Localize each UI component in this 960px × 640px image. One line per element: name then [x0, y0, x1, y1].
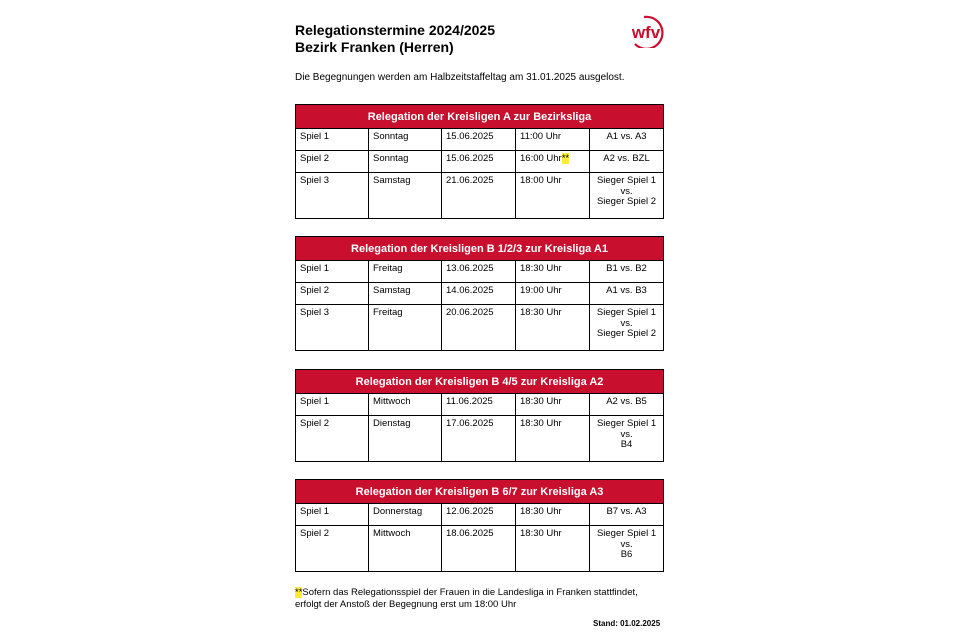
kickoff-time: 18:30 Uhr	[520, 263, 562, 274]
footnote	[295, 587, 638, 610]
kickoff-time: 18:30 Uhr	[520, 506, 562, 517]
game-number-cell: Spiel 2	[296, 416, 369, 462]
matchup-cell	[590, 151, 664, 173]
kickoff-time: 18:30 Uhr	[520, 307, 562, 318]
game-number-cell: Spiel 1	[296, 129, 369, 151]
title-line-2: Bezirk Franken (Herren)	[295, 39, 454, 55]
kickoff-time-cell	[516, 283, 590, 305]
matchup-line: Sieger Spiel 2	[596, 328, 657, 339]
stand-date: Stand: 01.02.2025	[593, 619, 661, 628]
schedule-table	[295, 479, 664, 572]
relegation-section	[295, 236, 663, 351]
matchup-cell	[590, 129, 664, 151]
footnote-line-1: Sofern das Relegationsspiel der Frauen in die Landesliga in Franken stattfindet,	[302, 587, 638, 598]
section-title: Relegation der Kreisligen B 6/7 zur Kreisliga A3	[296, 480, 664, 504]
footnote-marker: **	[561, 153, 570, 164]
matchup-cell	[590, 305, 664, 351]
matchup-cell	[590, 173, 664, 219]
kickoff-time: 19:00 Uhr	[520, 285, 562, 296]
matchup-cell	[590, 394, 664, 416]
footnote-mark: **	[295, 587, 303, 598]
matchup-line: B7 vs. A3	[606, 506, 647, 517]
date-cell: 11.06.2025	[442, 394, 516, 416]
matchup-line: B4	[620, 439, 633, 450]
schedule-table	[295, 369, 664, 462]
game-number-cell: Spiel 1	[296, 504, 369, 526]
weekday-cell: Mittwoch	[369, 526, 442, 572]
matchup-line: vs.	[620, 317, 633, 329]
game-number-cell: Spiel 3	[296, 173, 369, 219]
kickoff-time-cell	[516, 173, 590, 219]
table-row	[296, 261, 664, 283]
kickoff-time: 16:00 Uhr	[520, 153, 562, 164]
matchup-cell	[590, 283, 664, 305]
kickoff-time-cell	[516, 526, 590, 572]
document-title	[295, 22, 495, 56]
date-cell: 17.06.2025	[442, 416, 516, 462]
schedule-table	[295, 236, 664, 351]
matchup-line: Sieger Spiel 1	[596, 418, 657, 429]
game-number-cell: Spiel 1	[296, 261, 369, 283]
weekday-cell: Dienstag	[369, 416, 442, 462]
table-row	[296, 283, 664, 305]
matchup-line: A1 vs. B3	[606, 285, 647, 296]
weekday-cell: Freitag	[369, 261, 442, 283]
table-row	[296, 394, 664, 416]
matchup-line: A1 vs. A3	[606, 131, 647, 142]
kickoff-time: 18:30 Uhr	[520, 528, 562, 539]
section-title: Relegation der Kreisligen B 1/2/3 zur Kreisliga A1	[296, 237, 664, 261]
game-number-cell: Spiel 2	[296, 151, 369, 173]
relegation-section	[295, 369, 663, 462]
kickoff-time-cell	[516, 394, 590, 416]
table-row	[296, 151, 664, 173]
table-row	[296, 173, 664, 219]
game-number-cell: Spiel 2	[296, 526, 369, 572]
table-row	[296, 526, 664, 572]
weekday-cell: Mittwoch	[369, 394, 442, 416]
matchup-line: Sieger Spiel 2	[596, 196, 657, 207]
matchup-line: Sieger Spiel 1	[596, 528, 657, 539]
matchup-line: A2 vs. B5	[606, 396, 647, 407]
table-row	[296, 129, 664, 151]
matchup-cell	[590, 261, 664, 283]
date-cell: 15.06.2025	[442, 129, 516, 151]
weekday-cell: Freitag	[369, 305, 442, 351]
kickoff-time-cell	[516, 129, 590, 151]
matchup-line: B6	[620, 549, 633, 560]
date-cell: 12.06.2025	[442, 504, 516, 526]
kickoff-time: 11:00 Uhr	[520, 131, 562, 142]
game-number-cell: Spiel 2	[296, 283, 369, 305]
weekday-cell: Sonntag	[369, 129, 442, 151]
date-cell: 15.06.2025	[442, 151, 516, 173]
matchup-line: vs.	[620, 538, 633, 550]
title-line-1: Relegationstermine 2024/2025	[295, 22, 495, 38]
matchup-line: Sieger Spiel 1	[596, 307, 657, 318]
weekday-cell: Samstag	[369, 173, 442, 219]
game-number-cell: Spiel 1	[296, 394, 369, 416]
kickoff-time: 18:30 Uhr	[520, 396, 562, 407]
matchup-cell	[590, 526, 664, 572]
kickoff-time-cell	[516, 151, 590, 173]
kickoff-time-cell	[516, 504, 590, 526]
intro-text: Die Begegnungen werden am Halbzeitstaffeltag am 31.01.2025 ausgelost.	[295, 72, 625, 83]
wfv-logo	[624, 14, 668, 48]
kickoff-time-cell	[516, 261, 590, 283]
matchup-cell	[590, 504, 664, 526]
relegation-section	[295, 104, 663, 219]
table-row	[296, 305, 664, 351]
kickoff-time: 18:00 Uhr	[520, 175, 562, 186]
table-row	[296, 416, 664, 462]
footnote-line-2: erfolgt der Anstoß der Begegnung erst um 18:00 Uhr	[295, 598, 517, 610]
weekday-cell: Samstag	[369, 283, 442, 305]
kickoff-time-cell	[516, 305, 590, 351]
date-cell: 21.06.2025	[442, 173, 516, 219]
section-title: Relegation der Kreisligen A zur Bezirksliga	[296, 105, 664, 129]
schedule-table	[295, 104, 664, 219]
game-number-cell: Spiel 3	[296, 305, 369, 351]
date-cell: 20.06.2025	[442, 305, 516, 351]
table-row	[296, 504, 664, 526]
date-cell: 18.06.2025	[442, 526, 516, 572]
logo-text: wfv	[631, 23, 661, 42]
matchup-line: vs.	[620, 428, 633, 440]
matchup-cell	[590, 416, 664, 462]
date-cell: 13.06.2025	[442, 261, 516, 283]
kickoff-time-cell	[516, 416, 590, 462]
matchup-line: Sieger Spiel 1	[596, 175, 657, 186]
matchup-line: B1 vs. B2	[606, 263, 647, 274]
kickoff-time: 18:30 Uhr	[520, 418, 562, 429]
relegation-section	[295, 479, 663, 572]
weekday-cell: Donnerstag	[369, 504, 442, 526]
date-cell: 14.06.2025	[442, 283, 516, 305]
section-title: Relegation der Kreisligen B 4/5 zur Kreisliga A2	[296, 370, 664, 394]
matchup-line: vs.	[620, 185, 633, 197]
weekday-cell: Sonntag	[369, 151, 442, 173]
matchup-line: A2 vs. BZL	[603, 153, 650, 164]
